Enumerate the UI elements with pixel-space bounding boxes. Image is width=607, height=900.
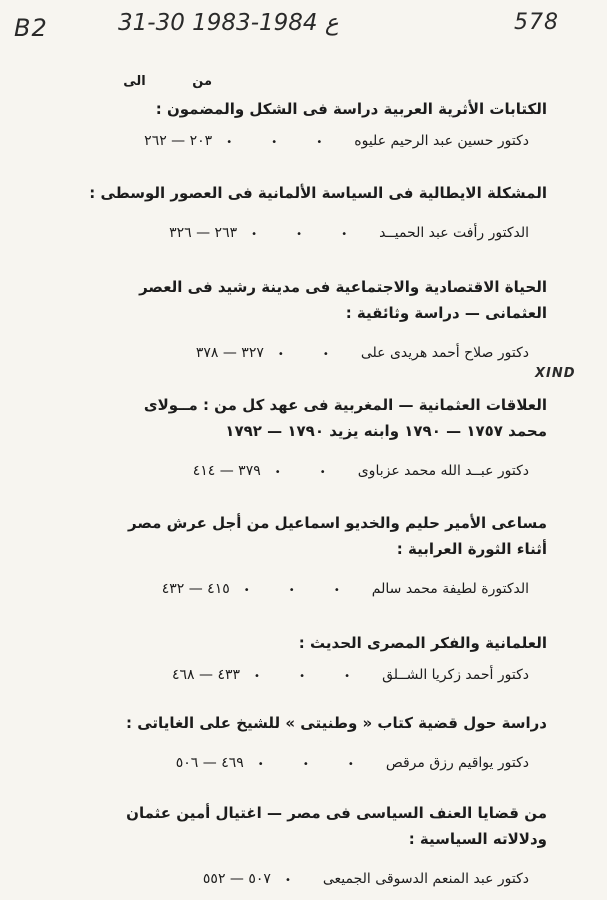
catalog-mark: B2 (14, 14, 48, 42)
entry-author: دكتور أحمد زكريا الشــلق (382, 667, 529, 683)
entry-pages: ٣٢٧ — ٣٧٨ (195, 345, 264, 361)
entry-author: دكتور صلاح أحمد هريدى على (360, 345, 529, 361)
author-line (47, 220, 529, 248)
entry-pages: ٤١٥ — ٤٣٢ (161, 581, 230, 597)
column-from: من (192, 74, 212, 89)
entry-author: دكتور عبد المنعم الدسوقى الجميعى (322, 871, 529, 887)
list-item (47, 800, 547, 894)
author-line (47, 128, 529, 156)
entry-title: العلمانية والفكر المصرى الحديث : (298, 634, 547, 652)
handwritten-range: 31-30 ع 1984-1983 (118, 10, 339, 36)
list-item (47, 710, 547, 778)
author-line (47, 662, 529, 690)
entry-title: من قضايا العنف السياسى فى مصر — اغتيال أمين عثمان (126, 804, 547, 822)
entry-author: الدكتورة لطيفة محمد سالم (371, 581, 529, 597)
leader-dots: • • (274, 467, 344, 478)
entry-pages: ٥٠٧ — ٥٥٢ (202, 871, 271, 887)
list-item (47, 510, 547, 604)
list-item (47, 630, 547, 690)
list-item (47, 392, 547, 486)
list-item (47, 274, 547, 368)
leader-dots: • • • (254, 671, 369, 682)
entry-pages: ٣٧٩ — ٤١٤ (192, 463, 261, 479)
side-note: XIND (535, 366, 576, 381)
entry-title-cont: محمد ١٧٥٧ — ١٧٩٠ وابنه يزيد ١٧٩٠ — ١٧٩٢ (225, 422, 547, 440)
entry-author: الدكتور رأفت عبد الحميــد (379, 225, 529, 241)
entry-pages: ٢٦٣ — ٣٢٦ (169, 225, 238, 241)
author-line (47, 340, 529, 368)
author-line (47, 750, 529, 778)
column-headers (81, 74, 212, 89)
leader-dots: • • (277, 349, 347, 360)
entry-title: الحياة الاقتصادية والاجتماعية فى مدينة رشيد فى العصر (139, 278, 547, 296)
list-item (47, 180, 547, 248)
contents-list (47, 96, 547, 894)
entry-author: دكتور عبــد الله محمد عزباوى (357, 463, 529, 479)
author-line (47, 576, 529, 604)
entry-author: دكتور يواقيم رزق مرقص (385, 755, 529, 771)
entry-title-cont: العثمانى — دراسة وثائقية : (345, 304, 547, 322)
author-line (47, 458, 529, 486)
page-number: 578 (514, 10, 559, 35)
leader-dots: • • • (226, 137, 341, 148)
leader-dots: • (284, 875, 309, 886)
entry-title: الكتابات الأثرية العربية دراسة فى الشكل والمضمون : (155, 100, 547, 118)
leader-dots: • • • (243, 585, 358, 596)
entry-title: المشكلة الايطالية فى السياسة الألمانية فى العصور الوسطى : (89, 184, 547, 202)
leader-dots: • • • (251, 229, 366, 240)
entry-title-cont: ودلالاته السياسية : (408, 830, 547, 848)
entry-title: دراسة حول قضية كتاب « وطنيتى » للشيخ على الغاياتى : (126, 714, 547, 732)
entry-title: العلاقات العثمانية — المغربية فى عهد كل من : مــولاى (143, 396, 547, 414)
entry-author: دكتور حسين عبد الرحيم عليوه (354, 133, 529, 149)
entry-pages: ٤٣٣ — ٤٦٨ (171, 667, 240, 683)
entry-title-cont: أثناء الثورة العرابية : (396, 540, 547, 558)
list-item (47, 96, 547, 156)
author-line (47, 866, 529, 894)
entry-pages: ٤٦٩ — ٥٠٦ (175, 755, 244, 771)
leader-dots: • • • (257, 759, 372, 770)
entry-pages: ٢٠٣ — ٢٦٢ (144, 133, 213, 149)
column-to: الى (123, 74, 146, 89)
entry-title: مساعى الأمير حليم والخديو اسماعيل من أجل عرش مصر (127, 514, 547, 532)
